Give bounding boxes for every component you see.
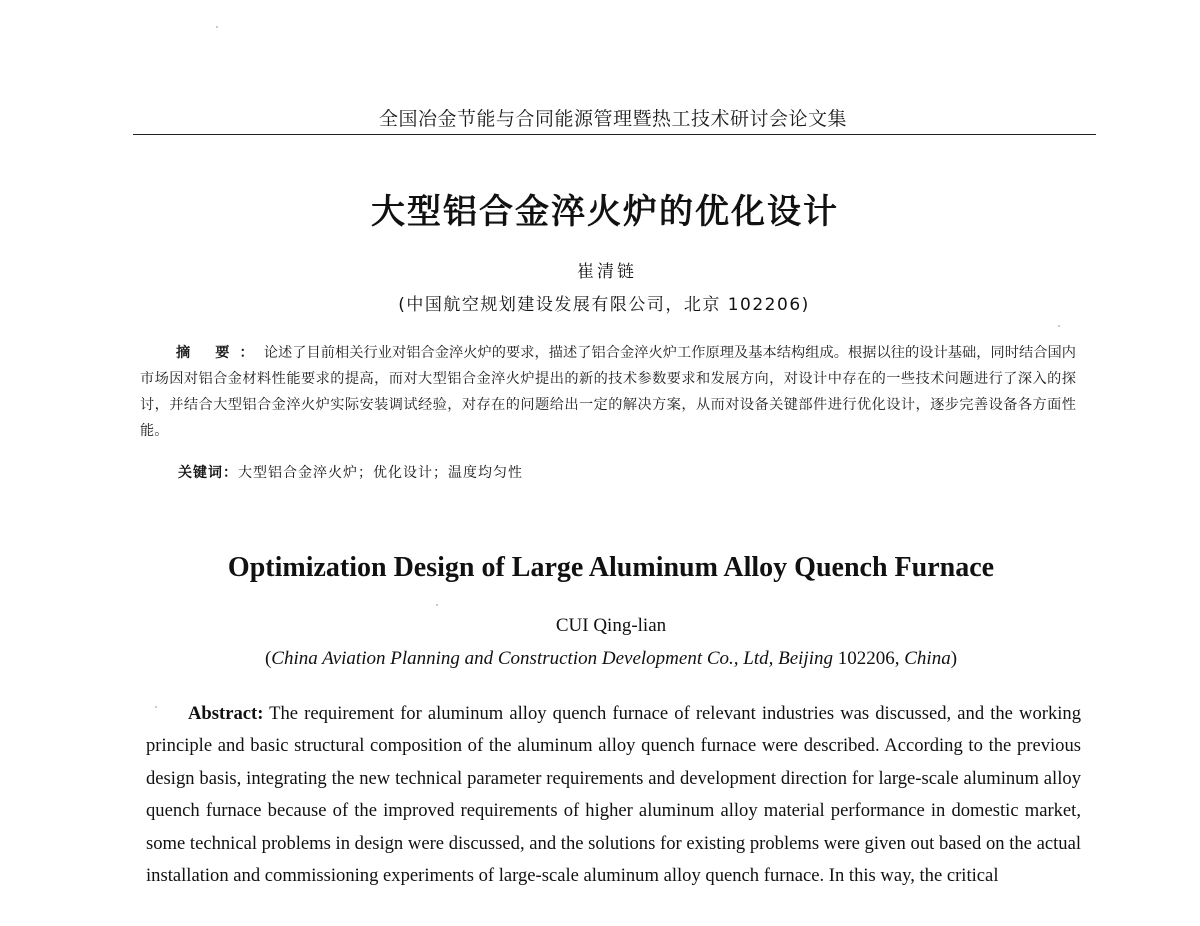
english-affiliation — [0, 648, 1200, 670]
chinese-title: 大型铝合金淬火炉的优化设计 — [371, 192, 839, 232]
scan-speck — [216, 26, 218, 28]
english-abstract-label: Abstract: — [188, 703, 264, 724]
chinese-keywords — [178, 462, 523, 482]
affiliation-open-paren: ( — [264, 648, 272, 669]
header-rule — [133, 134, 1096, 135]
english-abstract — [146, 698, 1081, 892]
english-abstract-text: The requirement for aluminum alloy quench furnace of relevant industries was discussed, and the working principle and basic structural composition of the aluminum alloy quench furnace were described. According to the previous design basis, integrating the new technical parameter requirements and development direction for large-scale aluminum alloy quench furnace because of the improved requirements of higher aluminum alloy material performance in domestic market, some technical problems in design were discussed, and the solutions for existing problems were given out based on the actual installation and commissioning experiments of large-scale aluminum alloy quench furnace. In this way, the critical — [146, 703, 1081, 887]
affiliation-zip: 102206, — [833, 648, 905, 669]
scan-speck — [155, 706, 157, 708]
chinese-keywords-label: 关键词： — [178, 465, 238, 481]
chinese-abstract-text: 论述了目前相关行业对铝合金淬火炉的要求，描述了铝合金淬火炉工作原理及基本结构组成。根据以往的设计基础，同时结合国内市场因对铝合金材料性能要求的提高，而对大型铝合金淬火炉提出的新的技术参数要求和发展方向，对设计中存在的一些技术问题进行了深入的探讨，并结合大型铝合金淬火炉实际安装调试经验，对存在的问题给出一定的解决方案，从而对设备关键部件进行优化设计，逐步完善设备各方面性能。 — [140, 345, 1076, 439]
affiliation-organization: China Aviation Planning and Construction Development Co., Ltd, Beijing — [271, 648, 833, 669]
chinese-author: 崔清链 — [577, 262, 637, 282]
scan-speck — [1058, 325, 1060, 327]
english-author: CUI Qing-lian — [555, 615, 667, 636]
chinese-abstract — [140, 340, 1076, 444]
chinese-abstract-label: 摘 要： — [176, 345, 264, 361]
chinese-keywords-text: 大型铝合金淬火炉；优化设计；温度均匀性 — [238, 465, 523, 481]
english-title: Optimization Design of Large Aluminum Alloy Quench Furnace — [227, 552, 995, 583]
affiliation-close-paren: ) — [950, 648, 958, 669]
scan-speck — [436, 604, 438, 606]
chinese-affiliation: (中国航空规划建设发展有限公司，北京 102206) — [398, 295, 810, 315]
running-header: 全国冶金节能与合同能源管理暨热工技术研讨会论文集 — [378, 108, 847, 130]
affiliation-country: China — [904, 648, 951, 669]
